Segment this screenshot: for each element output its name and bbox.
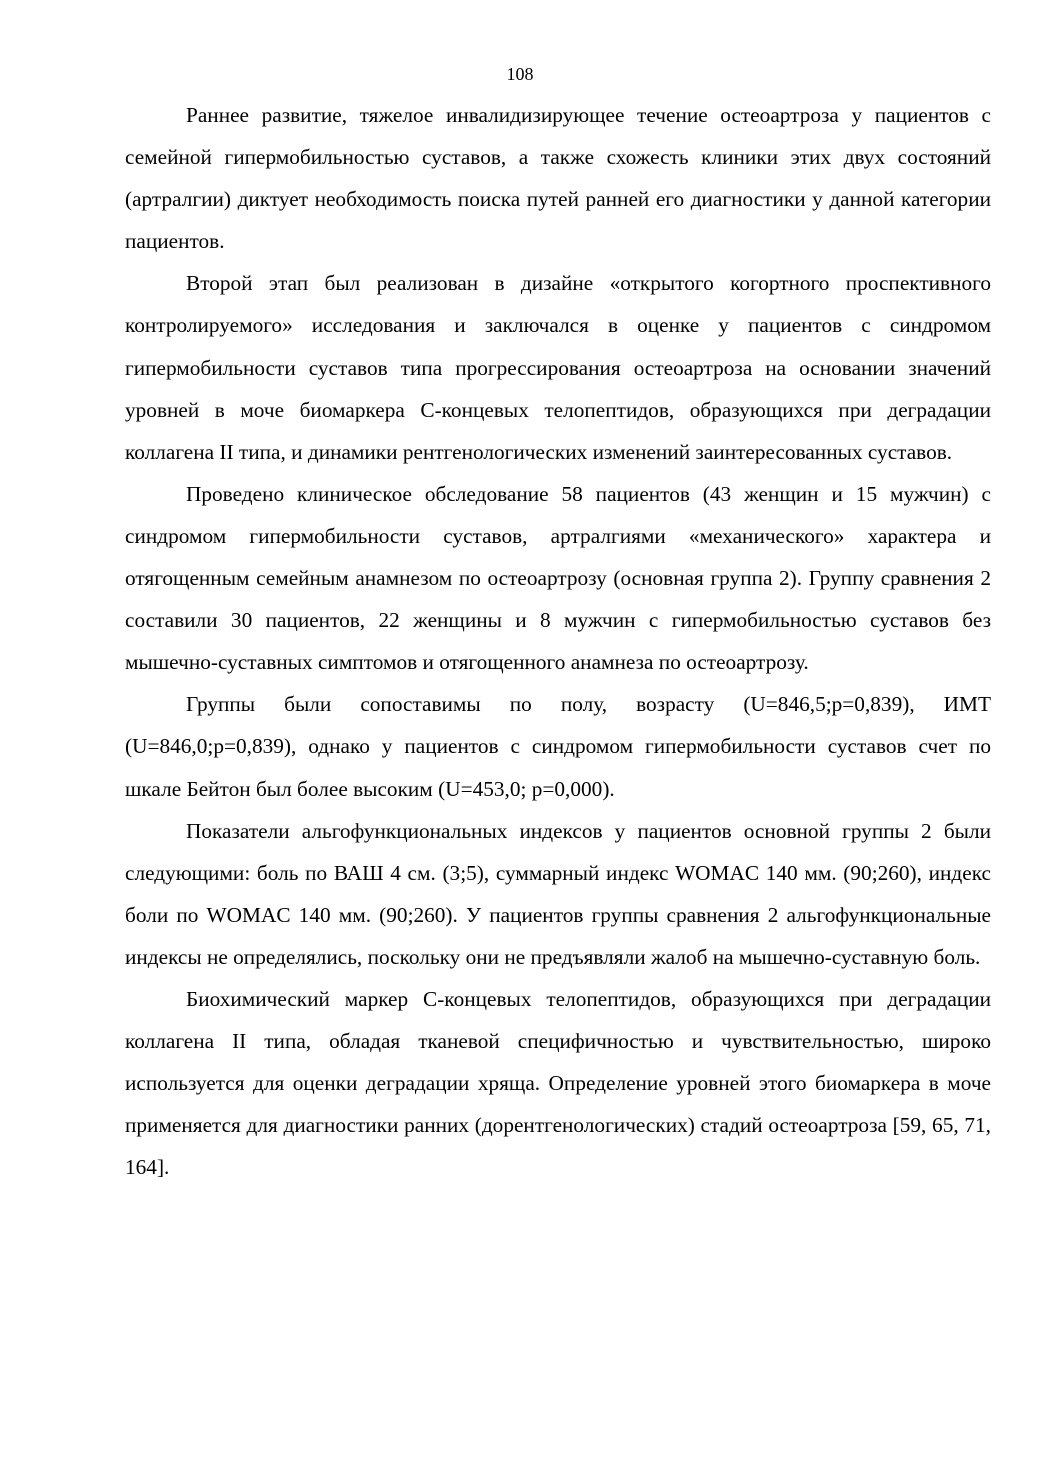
paragraph-biochemical-marker: Биохимический маркер С-концевых телопептидов, образующихся при деградации коллагена II типа, обладая тканевой специфичностью и чувствительностью, широко используется для оценки деградации хряща. Определение уровней этого биомаркера в моче применяется для диагностики ранних (дорентгенологических) стадий остеоартроза [59, 65, 71, 164]. <box>125 986 991 1180</box>
paragraph-algofunctional-indices: Показатели альгофункциональных индексов у пациентов основной группы 2 были следующими: боль по ВАШ 4 см. (3;5), суммарный индекс WOMAC 140 мм. (90;260), индекс боли по WOMAC 140 мм. (90;260). У пациентов группы сравнения 2 альгофункциональные индексы не определялись, поскольку они не предъявляли жалоб на мышечно-суставную боль. <box>125 818 991 969</box>
paragraph-group-comparability: Группы были сопоставимы по полу, возрасту (U=846,5;p=0,839), ИМТ (U=846,0;p=0,839), однако у пациентов с синдромом гипермобильности суставов счет по шкале Бейтон был более высоким (U=453,0; p=0,000). <box>125 692 991 801</box>
paragraph-clinical-examination: Проведено клиническое обследование 58 пациентов (43 женщин и 15 мужчин) с синдромом гипермобильности суставов, артралгиями «механического» характера и отягощенным семейным анамнезом по остеоартрозу (основная группа 2). Группу сравнения 2 составили 30 пациентов, 22 женщины и 8 мужчин с гипермобильностью суставов без мышечно-суставных симптомов и отягощенного анамнеза по остеоартрозу. <box>125 481 991 675</box>
paragraph-second-stage: Второй этап был реализован в дизайне «открытого когортного проспективного контролируемого» исследования и заключался в оценке у пациентов с синдромом гипермобильности суставов типа прогрессирования остеоартроза на основании значений уровней в моче биомаркера С-концевых телопептидов, образующихся при деградации коллагена II типа, и динамики рентгенологических изменений заинтересованных суставов. <box>125 271 991 464</box>
document-body <box>125 94 991 1188</box>
paragraph-early-development: Раннее развитие, тяжелое инвалидизирующее течение остеоартроза у пациентов с семейной гипермобильностью суставов, а также схожесть клиники этих двух состояний (артралгии) диктует необходимость поиска путей ранней его диагностики у данной категории пациентов. <box>125 103 991 254</box>
page-number: 108 <box>506 64 534 84</box>
